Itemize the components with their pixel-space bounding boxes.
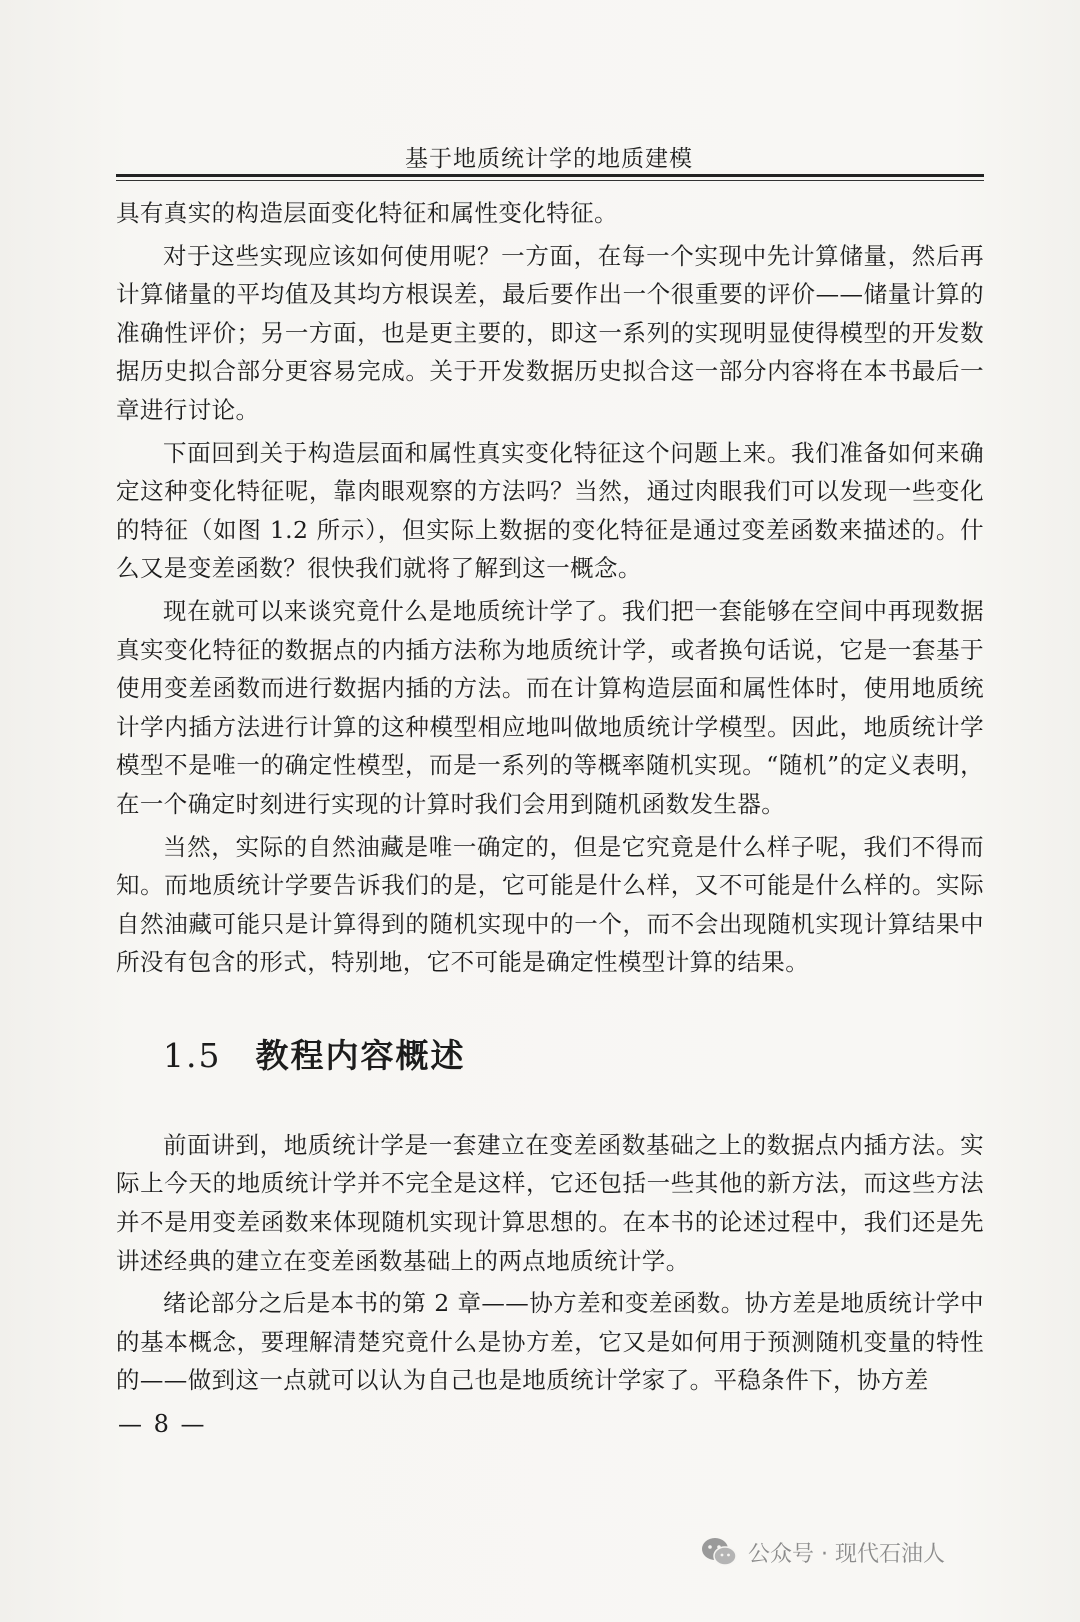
page-number: — 8 — [118, 1410, 207, 1438]
header-rule-thick [116, 174, 984, 177]
watermark [700, 1532, 945, 1572]
section-number: 1.5 [163, 1035, 222, 1075]
paragraph: 具有真实的构造层面变化特征和属性变化特征。 [116, 199, 618, 227]
paragraphs-before-section [116, 194, 984, 982]
section-heading [163, 1026, 984, 1086]
section-title: 教程内容概述 [255, 1035, 466, 1075]
header-rule-thin [116, 180, 984, 181]
paragraph: 当然，实际的自然油藏是唯一确定的，但是它究竟是什么样子呢，我们不得而知。而地质统计学要告诉我们的是，它可能是什么样，又不可能是什么样的。实际自然油藏可能只是计算得到的随机实现中的一个，而不会出现随机实现计算结果中所没有包含的形式，特别地，它不可能是确定性模型计算的结果。 [116, 832, 984, 977]
paragraph: 对于这些实现应该如何使用呢？一方面，在每一个实现中先计算储量，然后再计算储量的平均值及其均方根误差，最后要作出一个很重要的评价——储量计算的准确性评价；另一方面，也是更主要的，即这一系列的实现明显使得模型的开发数据历史拟合部分更容易完成。关于开发数据历史拟合这一部分内容将在本书最后一章进行讨论。 [116, 241, 984, 424]
running-header: 基于地质统计学的地质建模 [405, 146, 693, 172]
wechat-icon [700, 1536, 738, 1568]
paragraphs-after-section [116, 1126, 984, 1400]
paragraph: 现在就可以来谈究竟什么是地质统计学了。我们把一套能够在空间中再现数据真实变化特征的数据点的内插方法称为地质统计学，或者换句话说，它是一套基于使用变差函数而进行数据内插的方法。而在计算构造层面和属性体时，使用地质统计学内插方法进行计算的这种模型相应地叫做地质统计学模型。因此，地质统计学模型不是唯一的确定性模型，而是一系列的等概率随机实现。“随机”的定义表明，在一个确定时刻进行实现的计算时我们会用到随机函数发生器。 [116, 596, 984, 818]
watermark-text: 公众号 · 现代石油人 [748, 1541, 945, 1567]
paragraph: 前面讲到，地质统计学是一套建立在变差函数基础之上的数据点内插方法。实际上今天的地质统计学并不完全是这样，它还包括一些其他的新方法，而这些方法并不是用变差函数来体现随机实现计算思想的。在本书的论述过程中，我们还是先讲述经典的建立在变差函数基础上的两点地质统计学。 [116, 1130, 984, 1275]
page-body [116, 194, 984, 1404]
paragraph: 绪论部分之后是本书的第 2 章——协方差和变差函数。协方差是地质统计学中的基本概念，要理解清楚究竟什么是协方差，它又是如何用于预测随机变量的特性的——做到这一点就可以认为自己也是地质统计学家了。平稳条件下，协方差 [116, 1289, 984, 1395]
paragraph: 下面回到关于构造层面和属性真实变化特征这个问题上来。我们准备如何来确定这种变化特征呢，靠肉眼观察的方法吗？当然，通过肉眼我们可以发现一些变化的特征（如图 1.2 所示），但实际上数据的变化特征是通过变差函数来描述的。什么又是变差函数？很快我们就将了解到这一概念。 [116, 438, 984, 583]
